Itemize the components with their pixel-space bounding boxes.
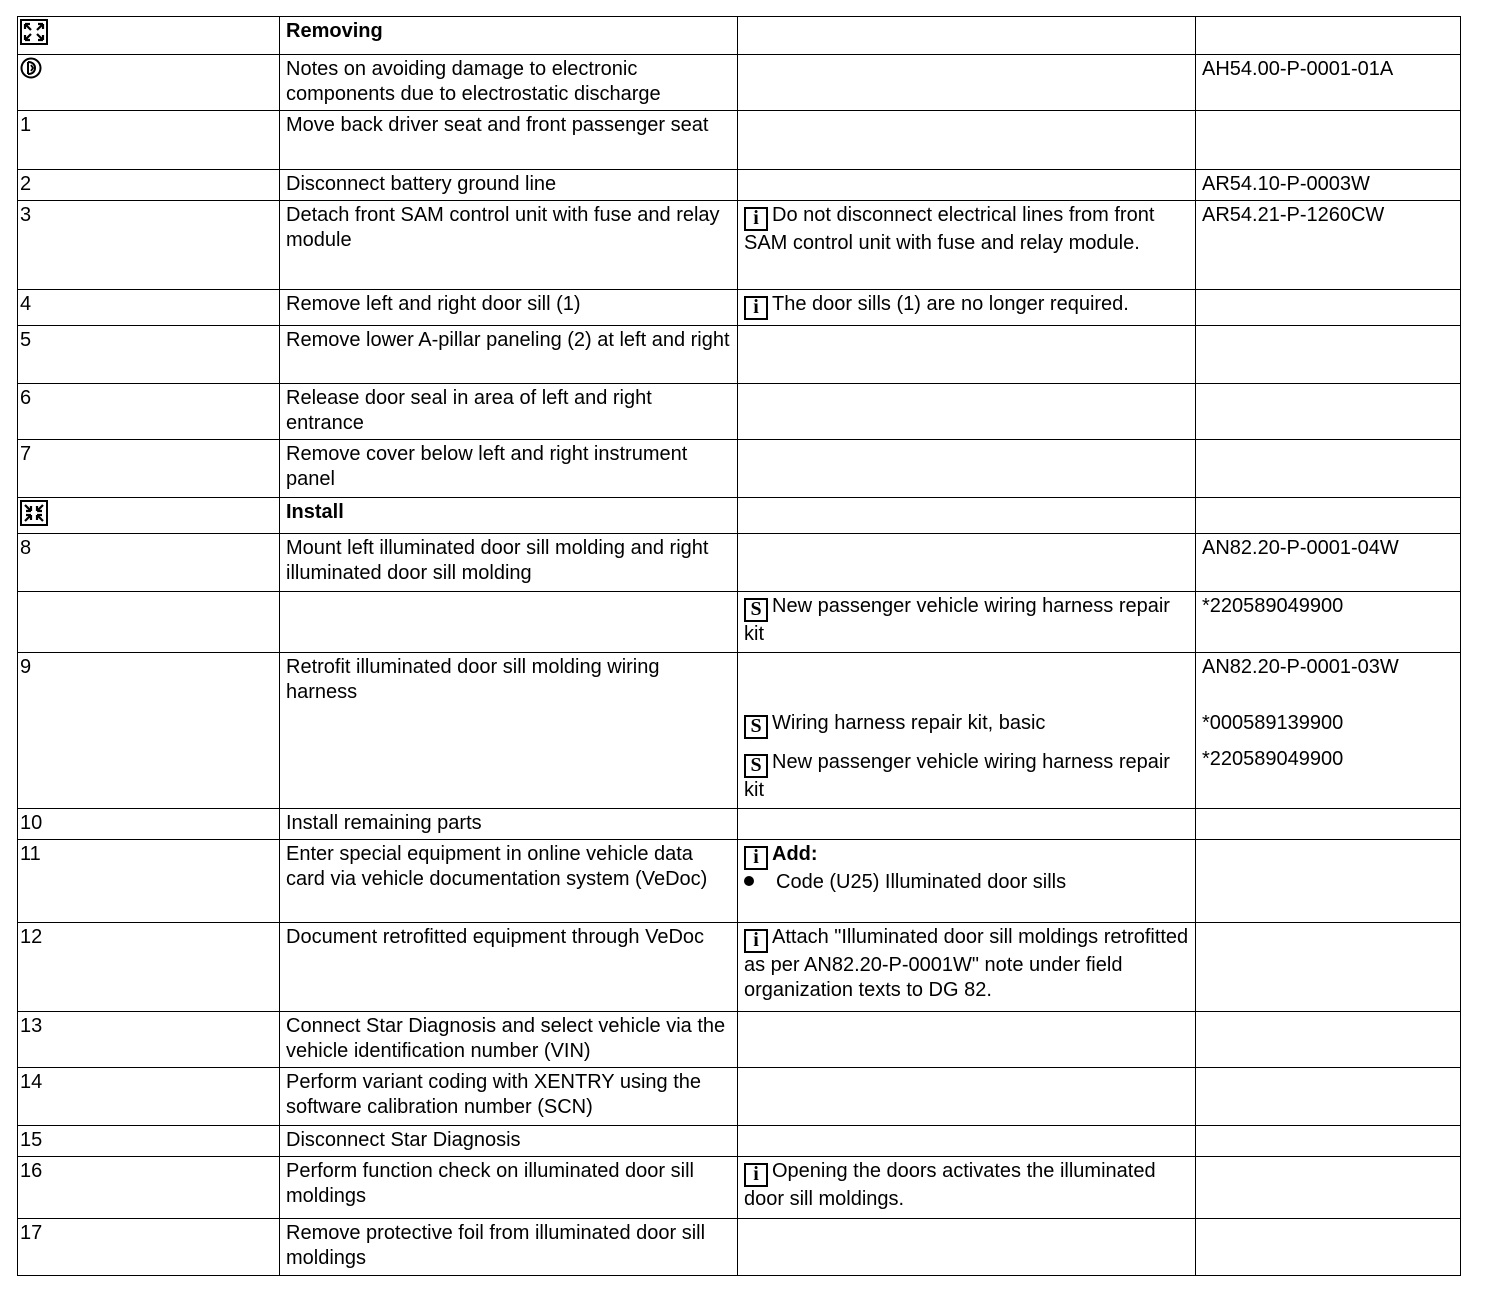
section-row-install [18, 498, 1461, 534]
bullet-icon [744, 876, 754, 886]
action-text: Connect Star Diagnosis and select vehicle via the vehicle identification number (VIN) [280, 1012, 738, 1068]
step-number: 2 [18, 170, 280, 201]
table-row [18, 1068, 1461, 1126]
reference-link[interactable]: AR54.21-P-1260CW [1196, 201, 1461, 290]
reference-link[interactable]: AN82.20-P-0001-03W [1202, 656, 1399, 678]
tool-part-number[interactable]: *220589049900 [1202, 748, 1344, 770]
note-cell [738, 201, 1196, 290]
step-number: 8 [18, 534, 280, 592]
table-row [18, 170, 1461, 201]
step-number: 5 [18, 326, 280, 384]
table-row [18, 653, 1461, 809]
note-text: Attach "Illuminated door sill moldings retrofitted as per AN82.20-P-0001W" note under field organization texts to DG 82. [744, 926, 1189, 1001]
step-number: 17 [18, 1219, 280, 1276]
table-row [18, 111, 1461, 170]
step-number: 7 [18, 440, 280, 498]
info-icon: i [744, 846, 768, 870]
special-tool-icon: S [744, 598, 768, 622]
action-text: Enter special equipment in online vehicle data card via vehicle documentation system (VeDoc) [280, 840, 738, 923]
tool-text: New passenger vehicle wiring harness repair kit [744, 595, 1170, 645]
step-number: 4 [18, 290, 280, 326]
note-cell [738, 923, 1196, 1012]
note-title: Add: [772, 843, 818, 865]
info-icon: i [744, 1163, 768, 1187]
tool-part-number[interactable]: *220589049900 [1196, 592, 1461, 653]
expand-arrows-icon [20, 500, 274, 526]
reference-cell [1196, 653, 1461, 809]
action-text: Release door seal in area of left and right entrance [280, 384, 738, 440]
action-text: Detach front SAM control unit with fuse and relay module [280, 201, 738, 290]
section-icon-cell [18, 17, 280, 55]
action-text: Mount left illuminated door sill molding and right illuminated door sill molding [280, 534, 738, 592]
step-number: 15 [18, 1126, 280, 1157]
action-text: Notes on avoiding damage to electronic components due to electrostatic discharge [280, 55, 738, 111]
reference-link[interactable]: AN82.20-P-0001-04W [1196, 534, 1461, 592]
note-text: The door sills (1) are no longer required. [772, 293, 1129, 315]
special-tool-icon: S [744, 715, 768, 739]
step-number: 10 [18, 809, 280, 840]
section-title: Removing [280, 17, 738, 55]
table-row [18, 384, 1461, 440]
note-cell [738, 1157, 1196, 1219]
table-row [18, 55, 1461, 111]
step-number: 1 [18, 111, 280, 170]
table-row [18, 440, 1461, 498]
note-text: Opening the doors activates the illuminated door sill moldings. [744, 1160, 1156, 1210]
action-text: Remove lower A-pillar paneling (2) at left and right [280, 326, 738, 384]
tool-text: New passenger vehicle wiring harness repair kit [744, 751, 1170, 801]
table-row [18, 923, 1461, 1012]
action-text: Retrofit illuminated door sill molding wiring harness [280, 653, 738, 809]
info-icon: i [744, 296, 768, 320]
action-text: Perform variant coding with XENTRY using the software calibration number (SCN) [280, 1068, 738, 1126]
tool-cell [738, 592, 1196, 653]
tool-cell [738, 653, 1196, 809]
special-tool-icon: S [744, 754, 768, 778]
esd-warning-icon [20, 57, 42, 79]
section-row-removing [18, 17, 1461, 55]
action-text: Document retrofitted equipment through VeDoc [280, 923, 738, 1012]
tool-part-number[interactable]: *000589139900 [1202, 712, 1344, 734]
table-row [18, 290, 1461, 326]
step-number: 6 [18, 384, 280, 440]
bullet-text: Code (U25) Illuminated door sills [776, 871, 1067, 893]
step-number: 3 [18, 201, 280, 290]
action-text: Remove left and right door sill (1) [280, 290, 738, 326]
note-cell [738, 840, 1196, 923]
reference-link[interactable]: AR54.10-P-0003W [1196, 170, 1461, 201]
info-icon: i [744, 207, 768, 231]
table-row [18, 201, 1461, 290]
action-text: Perform function check on illuminated door sill moldings [280, 1157, 738, 1219]
reference-link[interactable]: AH54.00-P-0001-01A [1196, 55, 1461, 111]
note-text: Do not disconnect electrical lines from front SAM control unit with fuse and relay module. [744, 204, 1155, 254]
table-row [18, 534, 1461, 592]
section-title: Install [280, 498, 738, 534]
action-text: Disconnect battery ground line [280, 170, 738, 201]
step-number: 16 [18, 1157, 280, 1219]
step-number: 13 [18, 1012, 280, 1068]
info-icon: i [744, 929, 768, 953]
action-text: Move back driver seat and front passenger seat [280, 111, 738, 170]
action-text: Remove cover below left and right instrument panel [280, 440, 738, 498]
table-row [18, 1157, 1461, 1219]
procedure-table [17, 16, 1461, 1276]
step-number: 9 [18, 653, 280, 809]
table-row [18, 809, 1461, 840]
step-number: 14 [18, 1068, 280, 1126]
table-row [18, 592, 1461, 653]
action-text: Install remaining parts [280, 809, 738, 840]
table-row [18, 1012, 1461, 1068]
table-row [18, 326, 1461, 384]
expand-arrows-icon [20, 19, 274, 45]
step-number: 11 [18, 840, 280, 923]
table-row [18, 1219, 1461, 1276]
action-text: Disconnect Star Diagnosis [280, 1126, 738, 1157]
action-text: Remove protective foil from illuminated door sill moldings [280, 1219, 738, 1276]
step-number: 12 [18, 923, 280, 1012]
tool-text: Wiring harness repair kit, basic [772, 712, 1046, 734]
section-icon-cell [18, 498, 280, 534]
note-cell [738, 290, 1196, 326]
table-row [18, 840, 1461, 923]
table-row [18, 1126, 1461, 1157]
